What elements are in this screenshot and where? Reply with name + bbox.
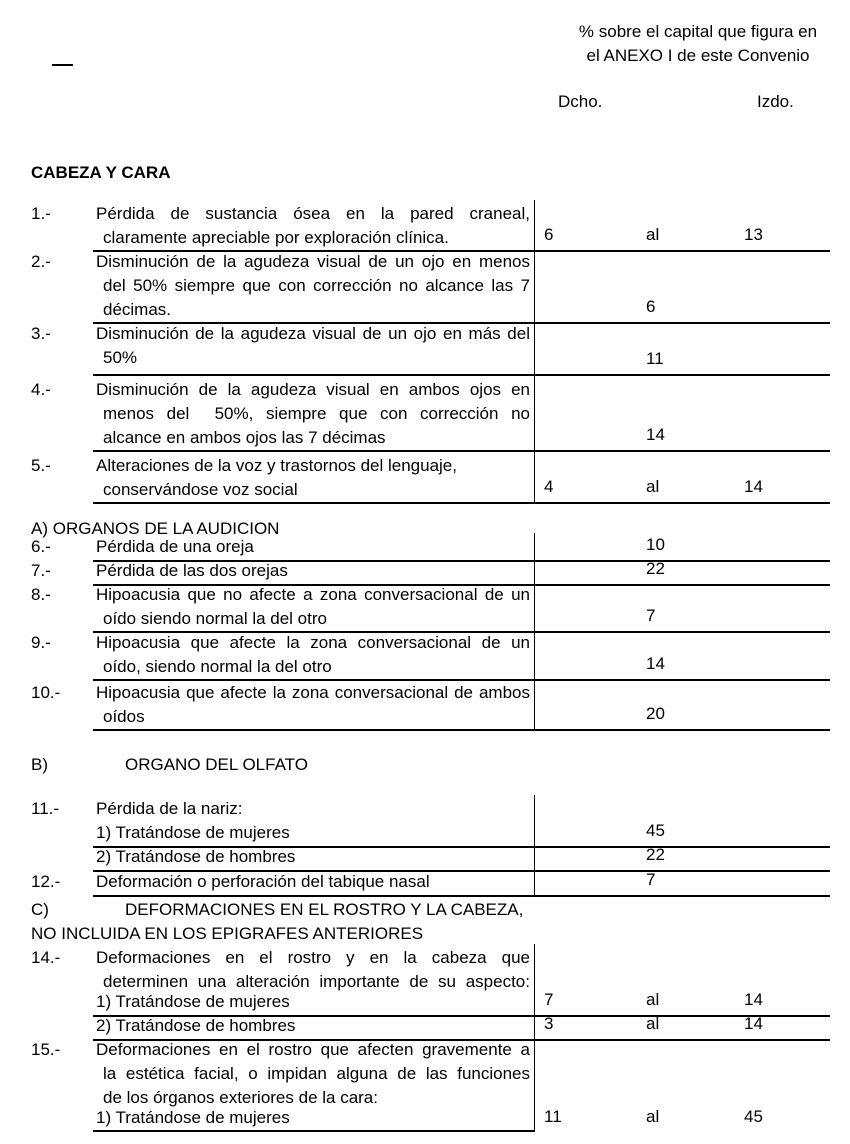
description-line: determinen una alteración importante de su aspecto: xyxy=(103,972,530,991)
row-number: 6.- xyxy=(31,537,51,556)
section-label: B) xyxy=(31,755,48,774)
row-description xyxy=(93,868,534,897)
description-line: conservándose voz social xyxy=(103,480,298,499)
row-values xyxy=(534,944,830,994)
description-line: menos del 50%, siempre que con corrección no xyxy=(103,404,530,423)
description-line: de los órganos exteriores de la cara: xyxy=(103,1088,378,1107)
row-values xyxy=(534,376,830,452)
value-mid: 7 xyxy=(646,870,656,889)
table-row xyxy=(31,629,830,679)
value-mid: 14 xyxy=(646,425,665,444)
value-izdo: 14 xyxy=(744,990,763,1009)
description-line: Hipoacusia que afecte la zona conversacional de ambos xyxy=(96,683,530,702)
section-tab-text: ORGANO DEL OLFATO xyxy=(125,755,308,774)
row-number: 3.- xyxy=(31,324,51,343)
row-description xyxy=(93,795,534,821)
value-dcho: 6 xyxy=(544,225,554,244)
table-block xyxy=(31,200,830,501)
row-description xyxy=(93,679,534,731)
row-values xyxy=(534,200,830,252)
description-line: Alteraciones de la voz y trastornos del lenguaje, xyxy=(96,456,457,475)
value-range-al: al xyxy=(646,1014,660,1033)
value-mid: 22 xyxy=(646,845,665,864)
row-description xyxy=(93,1104,534,1132)
table-row xyxy=(31,819,830,843)
description-line: alcance en ambos ojos las 7 décimas xyxy=(103,428,386,447)
row-number: 12.- xyxy=(31,872,61,891)
row-values xyxy=(534,248,830,324)
row-number: 15.- xyxy=(31,1040,61,1059)
row-number: 4.- xyxy=(31,380,51,399)
section-tab-text: DEFORMACIONES EN EL ROSTRO Y LA CABEZA, xyxy=(125,900,524,919)
description-line: décimas. xyxy=(103,300,172,319)
row-values xyxy=(534,581,830,633)
page-title: CABEZA Y CARA xyxy=(31,163,171,182)
row-description xyxy=(93,629,534,681)
description-line: Deformación o perforación del tabique nasal xyxy=(96,872,430,891)
value-izdo: 45 xyxy=(744,1107,763,1126)
row-number: 5.- xyxy=(31,456,51,475)
value-izdo: 13 xyxy=(744,225,763,244)
table-row xyxy=(31,557,830,581)
row-description xyxy=(93,944,534,994)
value-mid: 11 xyxy=(646,349,664,368)
row-number: 7.- xyxy=(31,561,51,580)
column-header-izdo: Izdo. xyxy=(757,92,794,111)
description-line: Disminución de la agudeza visual de un ojo en más del xyxy=(96,324,530,343)
table-block xyxy=(31,533,830,724)
description-line: 2) Tratándose de hombres xyxy=(96,847,296,866)
table-row xyxy=(31,248,830,320)
row-description xyxy=(93,320,534,376)
row-values xyxy=(534,1036,830,1110)
row-description xyxy=(93,200,534,252)
description-line: Pérdida de una oreja xyxy=(96,537,254,556)
description-line: Hipoacusia que no afecte a zona conversacional de un xyxy=(96,585,530,604)
row-number: 1.- xyxy=(31,204,51,223)
table-row xyxy=(31,944,830,991)
section-heading xyxy=(31,898,830,946)
section-heading-line2: NO INCLUIDA EN LOS EPIGRAFES ANTERIORES xyxy=(31,924,424,943)
table-row xyxy=(31,320,830,376)
description-line: Pérdida de las dos orejas xyxy=(96,561,288,580)
row-number: 2.- xyxy=(31,252,51,271)
section-label: C) xyxy=(31,900,49,919)
table-row xyxy=(31,200,830,248)
value-mid: 6 xyxy=(646,297,656,316)
section-heading-line xyxy=(31,898,830,922)
description-line: Disminución de la agudeza visual en ambos ojos en xyxy=(96,380,530,399)
value-izdo: 14 xyxy=(744,1014,763,1033)
value-dcho: 7 xyxy=(544,990,554,1009)
section-label: A) ORGANOS DE LA AUDICION xyxy=(31,519,280,538)
description-line: claramente apreciable por exploración clínica. xyxy=(103,228,449,247)
row-number xyxy=(31,1104,93,1132)
row-values xyxy=(534,679,830,731)
description-line: Deformaciones en el rostro y en la cabeza que xyxy=(96,948,530,967)
section-heading xyxy=(31,753,830,777)
table-row xyxy=(31,1012,830,1036)
description-line: 1) Tratándose de mujeres xyxy=(96,992,290,1011)
value-range-al: al xyxy=(646,990,660,1009)
description-line: del 50% siempre que con corrección no alcance las 7 xyxy=(103,276,530,295)
stray-dash-mark xyxy=(52,64,73,66)
row-description xyxy=(93,376,534,452)
row-description xyxy=(93,581,534,633)
row-values xyxy=(534,1104,830,1132)
table-row xyxy=(31,1036,830,1107)
value-range-al: al xyxy=(646,477,660,496)
row-number: 9.- xyxy=(31,633,51,652)
value-mid: 22 xyxy=(646,559,665,578)
description-line: oído siendo normal la del otro xyxy=(103,609,327,628)
table-row xyxy=(31,795,830,819)
row-values xyxy=(534,320,830,376)
capital-note-line2: el ANEXO I de este Convenio xyxy=(586,46,810,65)
table-block xyxy=(31,795,830,893)
column-header-dcho: Dcho. xyxy=(558,92,603,111)
description-line: Deformaciones en el rostro que afecten gravemente a xyxy=(96,1040,530,1059)
table-row xyxy=(31,581,830,629)
table-row xyxy=(31,868,830,893)
capital-note xyxy=(550,20,846,68)
value-dcho: 4 xyxy=(544,477,554,496)
capital-note-line1: % sobre el capital que figura en xyxy=(578,22,818,41)
description-line: 2) Tratándose de hombres xyxy=(96,1016,296,1035)
row-number: 8.- xyxy=(31,585,51,604)
row-values xyxy=(534,868,830,897)
row-values xyxy=(534,795,830,821)
table-row xyxy=(31,376,830,452)
row-number: 14.- xyxy=(31,948,61,967)
table-row xyxy=(31,843,830,868)
description-line: la estética facial, o impidan alguna de las funciones xyxy=(103,1064,530,1083)
description-line: Disminución de la agudeza visual de un ojo en menos xyxy=(96,252,530,271)
value-range-al: al xyxy=(646,225,660,244)
table-row xyxy=(31,533,830,557)
table-row xyxy=(31,1104,830,1128)
description-line: 50% xyxy=(103,348,138,367)
row-values xyxy=(534,452,830,504)
description-line: oído, siendo normal la del otro xyxy=(103,657,332,676)
row-description xyxy=(93,1036,534,1110)
table-row xyxy=(31,679,830,724)
table-row xyxy=(31,452,830,501)
value-mid: 10 xyxy=(646,535,665,554)
value-mid: 14 xyxy=(646,654,665,673)
description-line: Pérdida de la nariz: xyxy=(96,799,243,818)
description-line: Hipoacusia que afecte la zona conversacional de un xyxy=(96,633,530,652)
value-mid: 7 xyxy=(646,606,656,625)
value-izdo: 14 xyxy=(744,477,763,496)
description-line: oídos xyxy=(103,707,145,726)
description-line: Pérdida de sustancia ósea en la pared craneal, xyxy=(96,204,530,223)
row-values xyxy=(534,629,830,681)
section-heading-line xyxy=(31,753,830,777)
value-mid: 20 xyxy=(646,704,665,723)
value-mid: 45 xyxy=(646,821,665,840)
value-range-al: al xyxy=(646,1107,660,1126)
row-number: 11.- xyxy=(31,799,60,818)
row-description xyxy=(93,248,534,324)
row-number: 10.- xyxy=(31,683,61,702)
row-description xyxy=(93,452,534,504)
table-row xyxy=(31,988,830,1012)
description-line: 1) Tratándose de mujeres xyxy=(96,1108,290,1127)
value-dcho: 11 xyxy=(544,1107,562,1126)
value-dcho: 3 xyxy=(544,1014,554,1033)
table-block xyxy=(31,944,830,1128)
description-line: 1) Tratándose de mujeres xyxy=(96,823,290,842)
